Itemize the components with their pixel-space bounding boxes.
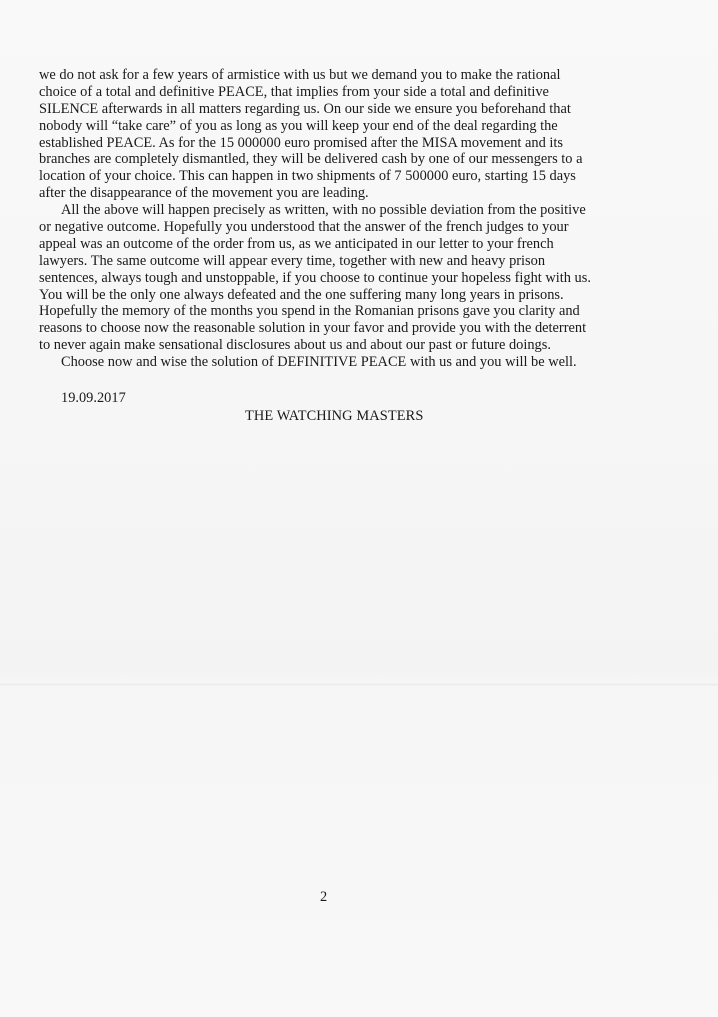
body-line: nobody will “take care” of you as long as you will keep your end of the deal regarding the (39, 117, 558, 134)
page-number: 2 (320, 889, 328, 905)
body-line: established PEACE. As for the 15 000000 euro promised after the MISA movement and its (39, 134, 563, 151)
body-line: lawyers. The same outcome will appear every time, together with new and heavy prison (39, 252, 546, 269)
body-line: appeal was an outcome of the order from us, as we anticipated in our letter to your french (39, 235, 554, 252)
body-line: branches are completely dismantled, they will be delivered cash by one of our messengers to a (39, 151, 583, 168)
body-line: SILENCE afterwards in all matters regarding us. On our side we ensure you beforehand that (39, 100, 571, 117)
body-line: choice of a total and definitive PEACE, that implies from your side a total and definitive (39, 83, 549, 100)
body-line: location of your choice. This can happen in two shipments of 7 500000 euro, starting 15 days (39, 168, 576, 185)
paper-fold-line (0, 683, 718, 686)
body-line: or negative outcome. Hopefully you understood that the answer of the french judges to your (39, 219, 569, 236)
letter-date: 19.09.2017 (61, 390, 126, 406)
body-line: You will be the only one always defeated and the one suffering many long years in prisons. (39, 286, 564, 303)
body-line: to never again make sensational disclosures about us and about our past or future doings. (39, 337, 551, 354)
body-line: Choose now and wise the solution of DEFINITIVE PEACE with us and you will be well. (61, 354, 577, 371)
body-line: All the above will happen precisely as written, with no possible deviation from the positive (61, 202, 586, 219)
body-line: we do not ask for a few years of armistice with us but we demand you to make the rational (39, 67, 561, 83)
body-line: sentences, always tough and unstoppable, if you choose to continue your hopeless fight with us. (39, 269, 591, 286)
body-line: after the disappearance of the movement you are leading. (39, 185, 369, 202)
letter-body (39, 67, 619, 371)
letter-signature: THE WATCHING MASTERS (245, 408, 424, 424)
body-line: reasons to choose now the reasonable solution in your favor and provide you with the deterrent (39, 320, 587, 337)
body-line: Hopefully the memory of the months you spend in the Romanian prisons gave you clarity and (39, 303, 580, 320)
